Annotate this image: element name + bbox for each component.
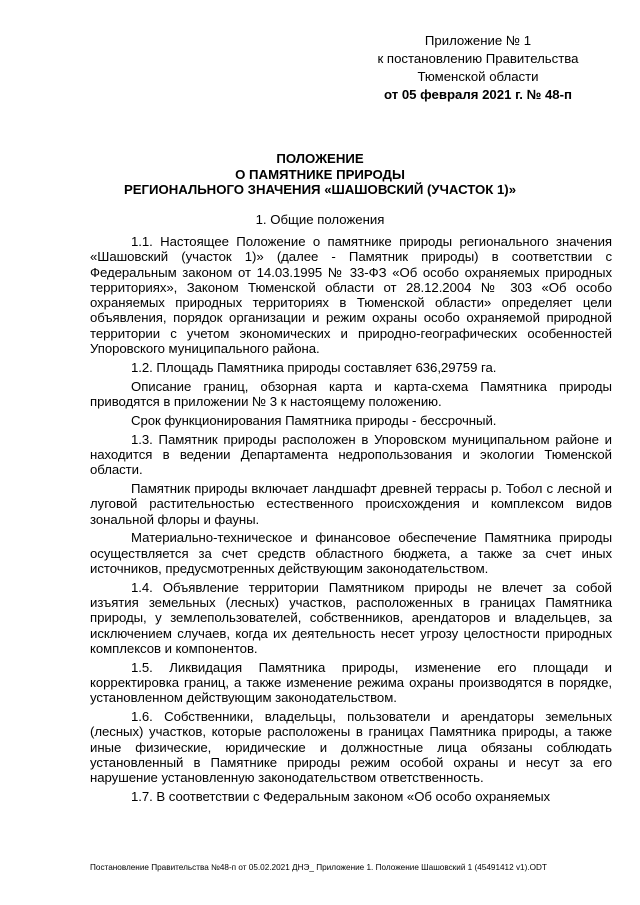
annex-date: от 05 февраля 2021 г. № 48-п bbox=[383, 87, 572, 102]
section-title: 1. Общие положения bbox=[255, 212, 385, 227]
document-body bbox=[90, 234, 612, 808]
annex-number: Приложение № 1 bbox=[424, 33, 532, 48]
paragraph-landscape: Памятник природы включает ландшафт древней террасы р. Тобол с лесной и луговой растительностью естественного происхождения и комплексом видов зональной флоры и фауны. bbox=[90, 480, 612, 527]
annex-header bbox=[363, 32, 593, 104]
paragraph-1-5: 1.5. Ликвидация Памятника природы, изменение его площади и корректировка границ, а также изменение режима охраны производятся в порядке, установленном действующим законодательством. bbox=[90, 659, 612, 706]
page-footer: Постановление Правительства №48-п от 05.02.2021 ДНЭ_ Приложение 1. Положение Шашовский 1 (45491412 v1).ODT bbox=[90, 863, 547, 872]
paragraph-boundaries: Описание границ, обзорная карта и карта-схема Памятника природы приводятся в приложении № 3 к настоящему положению. bbox=[90, 378, 612, 409]
paragraph-term: Срок функционирования Памятника природы - бессрочный. bbox=[131, 412, 497, 428]
paragraph-1-6: 1.6. Собственники, владельцы, пользователи и арендаторы земельных (лесных) участков, которые расположены в границах Памятника природы, а также иные физические, юридические и должностные лица обязаны соблюдать установленный в Памятнике природы режим особой охраны и несут за его нарушение установленную законодательством ответственность. bbox=[90, 709, 612, 786]
paragraph-1-2: 1.2. Площадь Памятника природы составляет 636,29759 га. bbox=[131, 359, 497, 375]
title-line-2: О ПАМЯТНИКЕ ПРИРОДЫ bbox=[235, 166, 405, 182]
paragraph-1-1: 1.1. Настоящее Положение о памятнике природы регионального значения «Шашовский (участок 1)» (далее - Памятник природы) в соответствии с Федеральным законом от 14.03.1995 № 33-ФЗ «Об особо охраняемых природных территориях», Законом Тюменской области от 28.12.2004 № 303 «Об особо охраняемых природных территориях в Тюменской области» определяет цели объявления, порядок организации и режим охраны особо охраняемой природной территории с учетом экономических и природно-географических особенностей Упоровского муниципального района. bbox=[90, 234, 612, 357]
document-title bbox=[90, 151, 550, 198]
paragraph-funding: Материально-техническое и финансовое обеспечение Памятника природы осуществляется за счет средств областного бюджета, а также за счет иных источников, предусмотренных действующим законодательством. bbox=[90, 530, 612, 576]
annex-region: Тюменской области bbox=[417, 69, 539, 84]
paragraph-1-7: 1.7. В соответствии с Федеральным законом «Об особо охраняемых bbox=[131, 789, 551, 805]
annex-resolution: к постановлению Правительства bbox=[377, 51, 579, 66]
paragraph-1-3: 1.3. Памятник природы расположен в Упоровском муниципальном районе и находится в ведении Департамента недропользования и экологии Тюменской области. bbox=[90, 431, 612, 478]
title-line-1: ПОЛОЖЕНИЕ bbox=[276, 151, 364, 166]
title-line-3: РЕГИОНАЛЬНОГО ЗНАЧЕНИЯ «ШАШОВСКИЙ (УЧАСТОК 1)» bbox=[123, 182, 517, 197]
paragraph-1-4: 1.4. Объявление территории Памятником природы не влечет за собой изъятия земельных (лесных) участков, расположенных в границах Памятника природы, у землепользователей, собственников, арендаторов и владельцев, за исключением случаев, когда их деятельность несет угрозу целостности природных комплексов и компонентов. bbox=[90, 579, 612, 656]
